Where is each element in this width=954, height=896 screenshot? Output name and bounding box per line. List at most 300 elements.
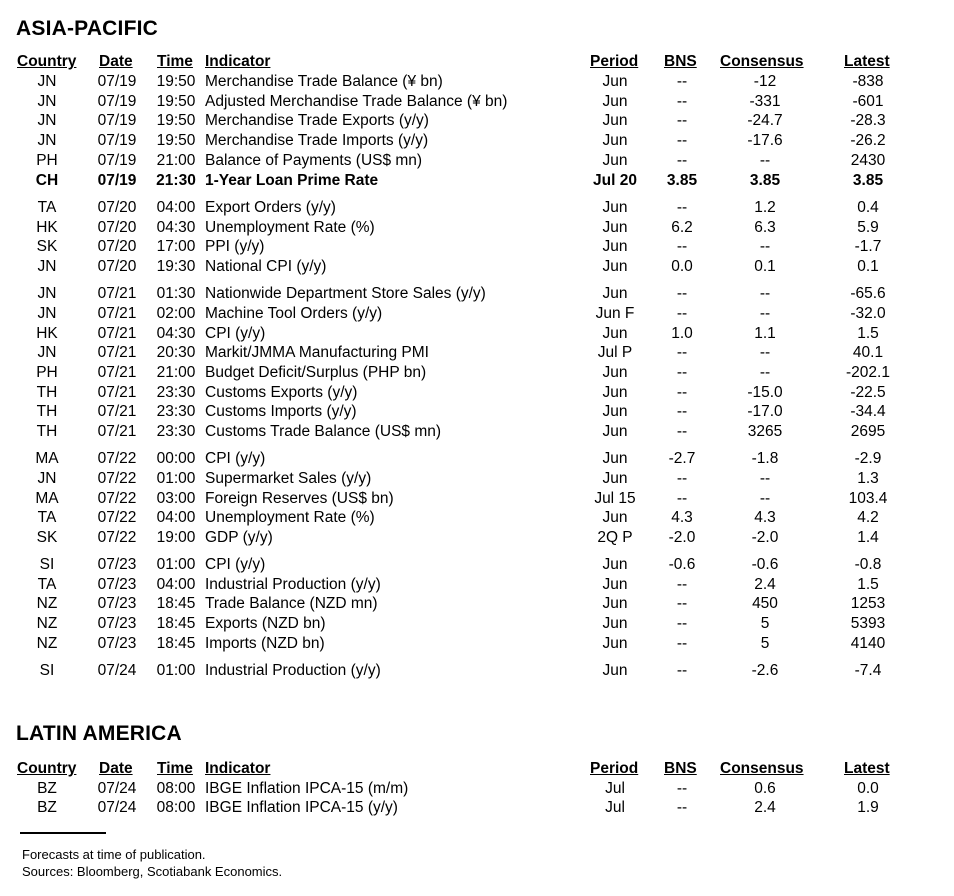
cell-date: 07/20 (97, 219, 137, 236)
table-row (0, 509, 954, 529)
cell-indicator: Exports (NZD bn) (205, 615, 326, 632)
cell-period: Jul 15 (594, 490, 636, 507)
cell-date: 07/21 (97, 364, 137, 381)
cell-country: JN (37, 93, 57, 110)
cell-latest: -2.9 (854, 450, 882, 467)
cell-period: Jul (605, 780, 625, 797)
cell-consensus: -- (759, 238, 771, 255)
cell-consensus: 3265 (747, 423, 783, 440)
cell-date: 07/23 (97, 635, 137, 652)
cell-time: 04:00 (156, 576, 196, 593)
cell-time: 04:00 (156, 199, 196, 216)
cell-date: 07/22 (97, 529, 137, 546)
cell-country: TH (36, 384, 58, 401)
cell-date: 07/20 (97, 238, 137, 255)
cell-latest: 1.5 (857, 325, 879, 342)
cell-period: Jun (602, 635, 628, 652)
cell-latest: -0.8 (854, 556, 882, 573)
cell-bns: -- (676, 490, 688, 507)
cell-time: 04:30 (156, 219, 196, 236)
cell-country: MA (35, 450, 59, 467)
table-header (0, 760, 954, 780)
cell-time: 01:00 (156, 556, 196, 573)
cell-country: JN (37, 132, 57, 149)
cell-date: 07/23 (97, 595, 137, 612)
cell-country: PH (36, 152, 58, 169)
header-indicator: Indicator (205, 760, 271, 777)
cell-period: Jun (602, 238, 628, 255)
cell-consensus: -2.6 (751, 662, 779, 679)
cell-date: 07/22 (97, 450, 137, 467)
footnote-sources: Sources: Bloomberg, Scotiabank Economics. (22, 864, 283, 879)
cell-indicator: Export Orders (y/y) (205, 199, 336, 216)
cell-bns: -- (676, 470, 688, 487)
cell-indicator: Nationwide Department Store Sales (y/y) (205, 285, 486, 302)
cell-date: 07/21 (97, 325, 137, 342)
table-row (0, 364, 954, 384)
cell-bns: 0.0 (671, 258, 693, 275)
header-indicator: Indicator (205, 53, 271, 70)
cell-bns: 6.2 (671, 219, 693, 236)
cell-country: MA (35, 490, 59, 507)
cell-latest: -1.7 (854, 238, 882, 255)
cell-date: 07/19 (97, 152, 137, 169)
table-row (0, 799, 954, 819)
cell-period: Jun (602, 199, 628, 216)
footnote-divider (20, 832, 106, 834)
cell-country: TH (36, 403, 58, 420)
cell-consensus: -2.0 (751, 529, 779, 546)
cell-country: HK (36, 219, 58, 236)
cell-period: Jun (602, 615, 628, 632)
table-row (0, 556, 954, 576)
cell-indicator: Customs Imports (y/y) (205, 403, 357, 420)
cell-period: Jun (602, 93, 628, 110)
cell-indicator: Merchandise Trade Exports (y/y) (205, 112, 429, 129)
table-row (0, 152, 954, 172)
header-date: Date (99, 760, 133, 777)
cell-indicator: Machine Tool Orders (y/y) (205, 305, 383, 322)
cell-country: TA (37, 576, 57, 593)
cell-consensus: 0.1 (754, 258, 776, 275)
cell-consensus: -- (759, 490, 771, 507)
cell-latest: 1.9 (857, 799, 879, 816)
table-row (0, 93, 954, 113)
table-row (0, 780, 954, 800)
cell-date: 07/21 (97, 344, 137, 361)
cell-latest: 1253 (850, 595, 886, 612)
footnote-forecasts: Forecasts at time of publication. (22, 847, 206, 862)
table-row (0, 219, 954, 239)
cell-bns: 1.0 (671, 325, 693, 342)
cell-consensus: -- (759, 152, 771, 169)
cell-period: Jun (602, 112, 628, 129)
cell-period: Jun (602, 595, 628, 612)
cell-bns: -- (676, 384, 688, 401)
cell-bns: -- (676, 238, 688, 255)
cell-indicator: CPI (y/y) (205, 556, 266, 573)
cell-consensus: 3.85 (749, 172, 781, 189)
cell-period: Jun (602, 364, 628, 381)
cell-time: 00:00 (156, 450, 196, 467)
header-latest: Latest (844, 760, 890, 777)
cell-indicator: IBGE Inflation IPCA-15 (m/m) (205, 780, 409, 797)
cell-period: Jun (602, 403, 628, 420)
cell-time: 18:45 (156, 635, 196, 652)
header-consensus: Consensus (720, 53, 804, 70)
cell-consensus: 5 (760, 615, 770, 632)
cell-indicator: Merchandise Trade Imports (y/y) (205, 132, 429, 149)
latin-america-title: LATIN AMERICA (16, 722, 182, 745)
cell-latest: 0.0 (857, 780, 879, 797)
header-country: Country (17, 760, 77, 777)
asia-pacific-title: ASIA-PACIFIC (16, 17, 159, 40)
table-row (0, 344, 954, 364)
cell-bns: -- (676, 112, 688, 129)
cell-latest: -28.3 (850, 112, 886, 129)
cell-latest: 5393 (850, 615, 886, 632)
cell-bns: -0.6 (668, 556, 696, 573)
cell-period: Jun (602, 219, 628, 236)
cell-date: 07/19 (97, 73, 137, 90)
cell-latest: 3.85 (852, 172, 884, 189)
cell-latest: 0.4 (857, 199, 879, 216)
cell-indicator: Markit/JMMA Manufacturing PMI (205, 344, 429, 361)
cell-bns: -- (676, 344, 688, 361)
cell-time: 17:00 (156, 238, 196, 255)
cell-country: SI (39, 556, 55, 573)
cell-indicator: Unemployment Rate (%) (205, 509, 375, 526)
cell-latest: -838 (852, 73, 884, 90)
cell-consensus: -- (759, 364, 771, 381)
table-row (0, 595, 954, 615)
cell-country: SK (36, 529, 58, 546)
table-row (0, 132, 954, 152)
cell-latest: 2430 (850, 152, 886, 169)
cell-date: 07/23 (97, 615, 137, 632)
table-row (0, 470, 954, 490)
cell-consensus: -331 (749, 93, 781, 110)
header-date: Date (99, 53, 133, 70)
cell-period: Jun (602, 576, 628, 593)
cell-time: 18:45 (156, 615, 196, 632)
table-row (0, 450, 954, 470)
cell-period: Jun (602, 450, 628, 467)
cell-consensus: 2.4 (754, 576, 776, 593)
cell-period: Jun (602, 556, 628, 573)
cell-consensus: -- (759, 344, 771, 361)
table-row (0, 73, 954, 93)
cell-bns: -- (676, 93, 688, 110)
cell-time: 23:30 (156, 403, 196, 420)
cell-period: Jul P (597, 344, 633, 361)
cell-date: 07/21 (97, 384, 137, 401)
cell-period: 2Q P (597, 529, 633, 546)
cell-period: Jun (602, 470, 628, 487)
cell-period: Jun (602, 258, 628, 275)
cell-country: CH (35, 172, 59, 189)
cell-time: 21:00 (156, 364, 196, 381)
cell-indicator: Budget Deficit/Surplus (PHP bn) (205, 364, 427, 381)
cell-date: 07/22 (97, 470, 137, 487)
cell-latest: 4.2 (857, 509, 879, 526)
cell-consensus: -24.7 (747, 112, 783, 129)
table-header (0, 53, 954, 73)
cell-period: Jun (602, 285, 628, 302)
cell-time: 23:30 (156, 423, 196, 440)
cell-consensus: 6.3 (754, 219, 776, 236)
cell-country: SI (39, 662, 55, 679)
cell-consensus: 2.4 (754, 799, 776, 816)
cell-period: Jun (602, 132, 628, 149)
cell-latest: -22.5 (850, 384, 886, 401)
cell-consensus: 1.1 (754, 325, 776, 342)
cell-consensus: -- (759, 470, 771, 487)
cell-time: 23:30 (156, 384, 196, 401)
cell-indicator: 1-Year Loan Prime Rate (205, 172, 379, 189)
cell-bns: -- (676, 305, 688, 322)
cell-bns: 4.3 (671, 509, 693, 526)
cell-date: 07/20 (97, 258, 137, 275)
cell-indicator: National CPI (y/y) (205, 258, 327, 275)
table-row (0, 576, 954, 596)
cell-indicator: Industrial Production (y/y) (205, 576, 381, 593)
cell-latest: -202.1 (846, 364, 890, 381)
cell-date: 07/21 (97, 403, 137, 420)
cell-country: TH (36, 423, 58, 440)
cell-latest: 1.5 (857, 576, 879, 593)
cell-time: 03:00 (156, 490, 196, 507)
cell-indicator: PPI (y/y) (205, 238, 265, 255)
cell-date: 07/19 (97, 112, 137, 129)
cell-indicator: Industrial Production (y/y) (205, 662, 381, 679)
header-time: Time (157, 760, 193, 777)
cell-latest: -26.2 (850, 132, 886, 149)
cell-period: Jun (602, 662, 628, 679)
cell-consensus: -17.0 (747, 403, 783, 420)
cell-date: 07/23 (97, 576, 137, 593)
cell-bns: -- (676, 576, 688, 593)
cell-bns: -- (676, 199, 688, 216)
cell-date: 07/21 (97, 305, 137, 322)
cell-time: 19:50 (156, 132, 196, 149)
table-row (0, 529, 954, 549)
header-period: Period (590, 53, 639, 70)
cell-latest: 5.9 (857, 219, 879, 236)
cell-time: 19:30 (156, 258, 196, 275)
table-row (0, 305, 954, 325)
cell-country: NZ (36, 595, 58, 612)
cell-consensus: 0.6 (754, 780, 776, 797)
table-row (0, 172, 954, 192)
cell-time: 04:00 (156, 509, 196, 526)
cell-country: HK (36, 325, 58, 342)
cell-bns: -- (676, 662, 688, 679)
cell-consensus: 4.3 (754, 509, 776, 526)
cell-bns: -- (676, 780, 688, 797)
cell-indicator: Customs Trade Balance (US$ mn) (205, 423, 442, 440)
cell-country: NZ (36, 615, 58, 632)
cell-time: 18:45 (156, 595, 196, 612)
cell-latest: 40.1 (852, 344, 884, 361)
cell-date: 07/22 (97, 509, 137, 526)
cell-period: Jul (605, 799, 625, 816)
cell-time: 19:50 (156, 93, 196, 110)
cell-bns: -- (676, 615, 688, 632)
cell-bns: -- (676, 152, 688, 169)
cell-consensus: -- (759, 305, 771, 322)
table-row (0, 258, 954, 278)
cell-indicator: GDP (y/y) (205, 529, 273, 546)
cell-latest: -65.6 (850, 285, 886, 302)
cell-latest: 1.3 (857, 470, 879, 487)
cell-time: 21:00 (156, 152, 196, 169)
cell-indicator: CPI (y/y) (205, 450, 266, 467)
cell-indicator: Foreign Reserves (US$ bn) (205, 490, 394, 507)
cell-country: JN (37, 112, 57, 129)
cell-time: 02:00 (156, 305, 196, 322)
cell-country: PH (36, 364, 58, 381)
cell-country: JN (37, 470, 57, 487)
cell-bns: -- (676, 285, 688, 302)
cell-date: 07/23 (97, 556, 137, 573)
table-row (0, 615, 954, 635)
cell-period: Jun (602, 384, 628, 401)
cell-bns: -- (676, 364, 688, 381)
cell-bns: -- (676, 132, 688, 149)
header-latest: Latest (844, 53, 890, 70)
header-bns: BNS (664, 760, 697, 777)
cell-country: TA (37, 509, 57, 526)
cell-indicator: Imports (NZD bn) (205, 635, 325, 652)
cell-latest: -601 (852, 93, 884, 110)
cell-bns: -2.7 (668, 450, 696, 467)
table-row (0, 662, 954, 682)
cell-time: 01:00 (156, 662, 196, 679)
cell-date: 07/24 (97, 662, 137, 679)
cell-country: JN (37, 73, 57, 90)
cell-country: JN (37, 285, 57, 302)
cell-period: Jun (602, 509, 628, 526)
cell-bns: -- (676, 403, 688, 420)
cell-date: 07/24 (97, 799, 137, 816)
table-row (0, 238, 954, 258)
cell-date: 07/19 (97, 172, 137, 189)
header-period: Period (590, 760, 639, 777)
cell-bns: -- (676, 595, 688, 612)
cell-latest: 103.4 (848, 490, 888, 507)
cell-time: 08:00 (156, 780, 196, 797)
table-row (0, 403, 954, 423)
header-time: Time (157, 53, 193, 70)
cell-bns: -- (676, 635, 688, 652)
cell-latest: -32.0 (850, 305, 886, 322)
header-consensus: Consensus (720, 760, 804, 777)
cell-period: Jun F (595, 305, 635, 322)
cell-bns: 3.85 (666, 172, 698, 189)
cell-consensus: -15.0 (747, 384, 783, 401)
cell-country: SK (36, 238, 58, 255)
cell-latest: 0.1 (857, 258, 879, 275)
table-row (0, 384, 954, 404)
cell-indicator: Unemployment Rate (%) (205, 219, 375, 236)
table-row (0, 285, 954, 305)
cell-country: BZ (37, 780, 57, 797)
cell-consensus: -0.6 (751, 556, 779, 573)
cell-time: 20:30 (156, 344, 196, 361)
cell-indicator: Supermarket Sales (y/y) (205, 470, 372, 487)
cell-consensus: -1.8 (751, 450, 779, 467)
cell-date: 07/20 (97, 199, 137, 216)
cell-consensus: 450 (752, 595, 778, 612)
cell-consensus: -17.6 (747, 132, 783, 149)
cell-country: TA (37, 199, 57, 216)
cell-consensus: -12 (753, 73, 777, 90)
cell-latest: -34.4 (850, 403, 886, 420)
cell-consensus: 1.2 (754, 199, 776, 216)
cell-period: Jun (602, 152, 628, 169)
cell-bns: -- (676, 423, 688, 440)
cell-indicator: Merchandise Trade Balance (¥ bn) (205, 73, 443, 90)
header-bns: BNS (664, 53, 697, 70)
cell-indicator: IBGE Inflation IPCA-15 (y/y) (205, 799, 398, 816)
cell-country: NZ (36, 635, 58, 652)
table-row (0, 325, 954, 345)
cell-consensus: -- (759, 285, 771, 302)
cell-date: 07/21 (97, 423, 137, 440)
table-row (0, 490, 954, 510)
cell-consensus: 5 (760, 635, 770, 652)
cell-time: 19:50 (156, 112, 196, 129)
cell-period: Jun (602, 325, 628, 342)
cell-country: BZ (37, 799, 57, 816)
cell-period: Jun (602, 73, 628, 90)
table-row (0, 635, 954, 655)
table-row (0, 423, 954, 443)
cell-date: 07/22 (97, 490, 137, 507)
cell-latest: 2695 (850, 423, 886, 440)
cell-indicator: Balance of Payments (US$ mn) (205, 152, 423, 169)
cell-time: 08:00 (156, 799, 196, 816)
table-row (0, 199, 954, 219)
header-country: Country (17, 53, 77, 70)
cell-date: 07/19 (97, 132, 137, 149)
cell-country: JN (37, 344, 57, 361)
cell-latest: -7.4 (854, 662, 882, 679)
cell-country: JN (37, 258, 57, 275)
cell-time: 19:00 (156, 529, 196, 546)
cell-time: 19:50 (156, 73, 196, 90)
cell-time: 04:30 (156, 325, 196, 342)
cell-bns: -- (676, 799, 688, 816)
cell-bns: -- (676, 73, 688, 90)
cell-indicator: Trade Balance (NZD mn) (205, 595, 378, 612)
cell-indicator: Adjusted Merchandise Trade Balance (¥ bn) (205, 93, 508, 110)
cell-date: 07/24 (97, 780, 137, 797)
cell-date: 07/21 (97, 285, 137, 302)
cell-time: 01:30 (156, 285, 196, 302)
cell-indicator: CPI (y/y) (205, 325, 266, 342)
cell-latest: 1.4 (857, 529, 879, 546)
cell-period: Jun (602, 423, 628, 440)
cell-date: 07/19 (97, 93, 137, 110)
cell-period: Jul 20 (593, 172, 637, 189)
cell-country: JN (37, 305, 57, 322)
cell-bns: -2.0 (668, 529, 696, 546)
table-row (0, 112, 954, 132)
cell-time: 01:00 (156, 470, 196, 487)
cell-latest: 4140 (850, 635, 886, 652)
